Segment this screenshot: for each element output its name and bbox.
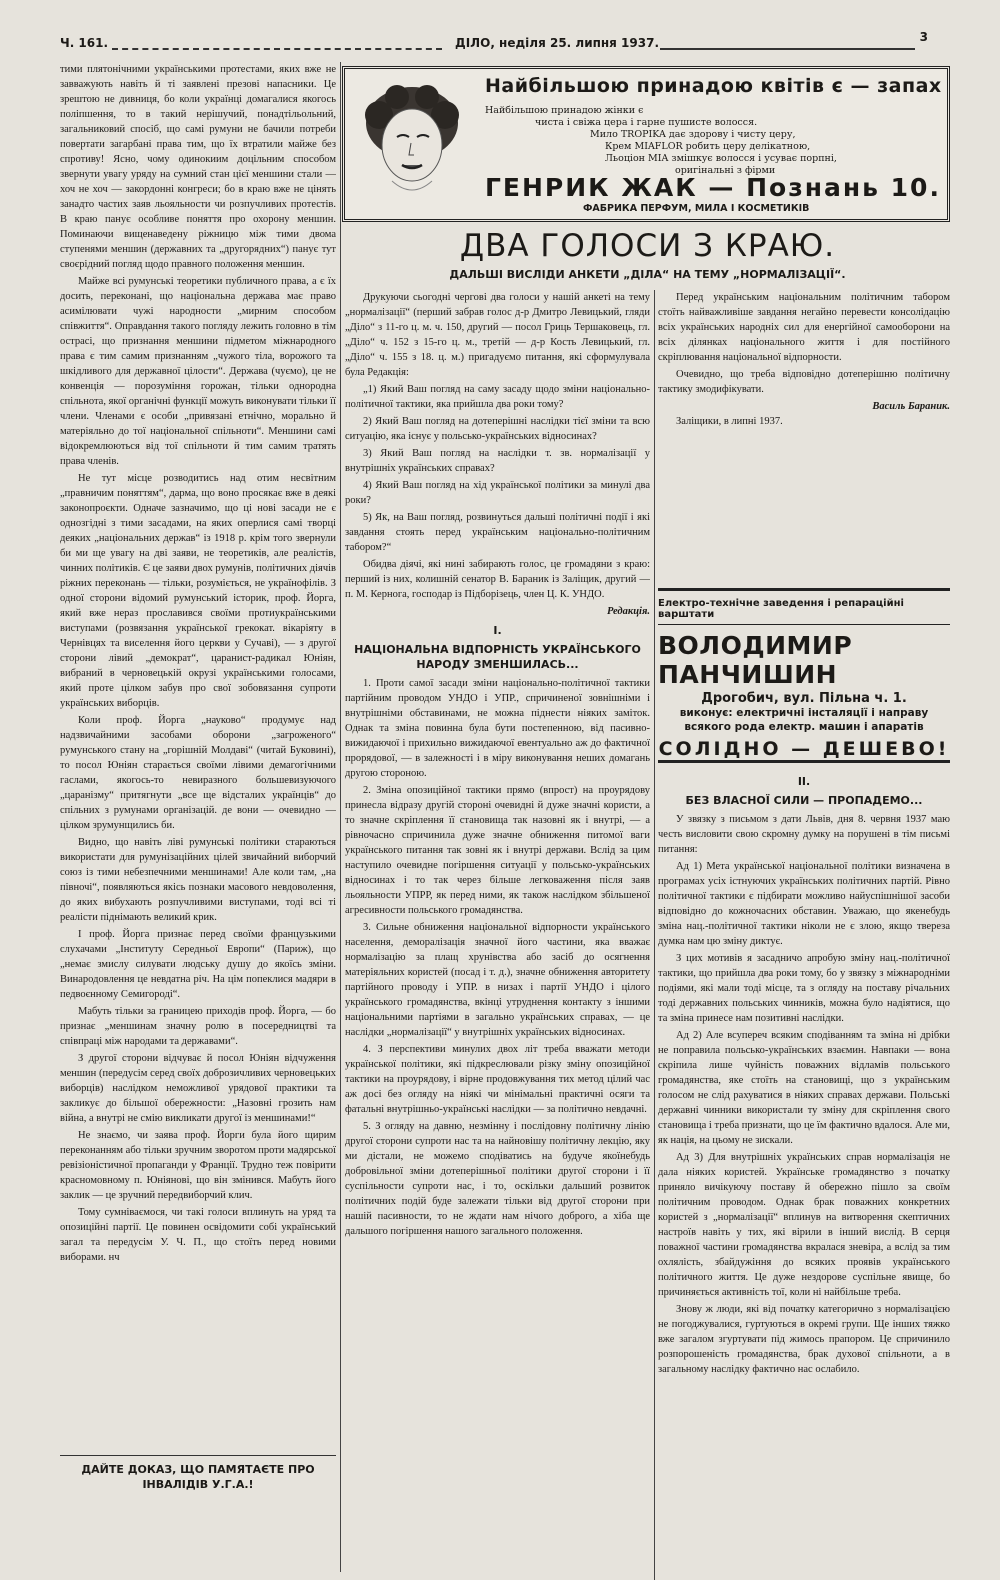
- article-paragraph: Ад 2) Але всупереч всяким сподіванням та зміна ні дрібки не поправила польсько-українських взаємин. Навпаки — вона скріпила лише чуйність поважних відламів польського громадянства, яке стоїть на становищі, що з українським голосом не слід рахуватися в ніяких справах держави. Польські державні чинники використали ту зміну для скріплення свого становища і треба признати, що це їм фактично вдалося. Але ми, як нація, на цьому не зискали.: [658, 1030, 950, 1146]
- left-paragraph: Майже всі румунські теоретики публичного права, а є їх досить, переконані, що національна держава має право асимілювати чужі народности „мирним способом співжиття“. Оправдання такого погляду лежить головно в тім острасі, що признання меншини підметом міжнародного права є тим самим признанням „чужого тіла, ворожого та шкідливого для державної цілости“. Держава (чуємо), це не конвенція — порозуміння горожан, тільки однородна спільнота, якої органічні функції можуть виконувати тільки її члени. Членами є особи „привязані етнічно, морально й матеріяльно до тої національної спільноти“. Меншини самі відокремлюються від тої спільноти й тим самим тратять права членів.: [60, 276, 336, 467]
- ad-line: Крем MIAFLOR робить церу делікатною,: [605, 141, 811, 152]
- ad-line: Льоціон MIA змішкує волосся і усуває порпні,: [605, 153, 837, 164]
- shop-address: Дрогобич, вул. Пільна ч. 1.: [701, 691, 907, 706]
- perfume-ad-headline: Найбільшою принадою квітів є — запах: [485, 75, 942, 97]
- column-divider: [340, 62, 341, 1572]
- shop-slogan: СОЛІДНО — ДЕШЕВО!: [658, 738, 950, 760]
- author-signature: Василь Бараник.: [872, 401, 950, 412]
- perfume-advertisement: [342, 66, 950, 222]
- woman-portrait-illustration: [357, 81, 467, 201]
- dateline: Заліщики, в липні 1937.: [676, 416, 783, 427]
- left-paragraph: Мабуть тільки за границею приходів проф. Йорга, — бо признає „меншинам значну ролю в посередництві та співпраці між народами та державами“.: [60, 1006, 336, 1047]
- left-paragraph: Тому сумніваємося, чи такі голоси вплинуть на уряд та опозиційні партії. Це повинен освідомити собі український загал та передусім У. Ч. П., що стоїть перед новими виборами. нч: [60, 1207, 336, 1263]
- uga-invalids-notice: ДАЙТЕ ДОКАЗ, ЩО ПАМЯТАЄТЕ ПРО ІНВАЛІДІВ У.Г.А.!: [81, 1463, 315, 1491]
- left-paragraph: З другої сторони відчуває й посол Юніян відчуження меншин (передусім серед своїх доброзичливих черновецьких виборців) наслідком неможливої урядової практики та закликує до більшої обережности: „Назовні грозить нам війна, а внутрі не смію викликати другої із меншинами!“: [60, 1053, 336, 1124]
- section-heading: БЕЗ ВЛАСНОЇ СИЛИ — ПРОПАДЕМО...: [685, 794, 923, 807]
- notice-rule: [60, 1455, 336, 1456]
- article-paragraph: Ад 1) Мета української національної політики визначена в програмах усіх істнуючих українських політичних партій. Рівно політичної тактики є підбирати можливо найуспішнішої засоби відповідно до кожночасних обставин. Уважаю, що якенебудь зміна нац.-політичної тактики ніколи не є злою, якщо тверезa думка нам цю зміну диктує.: [658, 861, 950, 947]
- ad-rule: [658, 588, 950, 591]
- section-number: I.: [493, 624, 502, 637]
- left-paragraph: Не тут місце розводитись над отим несвітним „правничим поняттям“, дарма, що воно просякає вже в деякі законопроєкти. Одначе зазначимо, що ці нові засади не є однозгідні з тими засадами, на яких оперлися самі творці деяких „національних держав“ із 1918 р. крім того звернули би ми ще увагу на дві заяви, не теоретиків, але реалістів, чинних політиків. Є це заяви двох румунів, політичних діячів ріжних переконань — тільки, розуміється, не українофілів. З одної сторони відомий румунський історик, проф. Йорга, який вже нераз прославився своїми протиукраїнськими виступами (розвязання української грекокат. вікарiяту в Чернівцях та виселення його церкви у Сучаві), — з другої сторони лівий „демократ“, царанист-радикал Юніян, вибраний в черновецькій окрузі українськими голосами, який проте цілком забув про свої зобовязання супроти українських виборців.: [60, 473, 336, 709]
- question: 5) Як, на Ваш погляд, розвинуться дальші політичні події і які завдання стоять перед українським національно-політичним табором?“: [345, 512, 650, 553]
- ad-line: оригінальні з фірми: [675, 165, 776, 176]
- shop-description: Електро-технічне заведення і репараційні варштати: [658, 598, 950, 625]
- article-paragraph: Обидва діячі, які нині забирають голос, це громадяни з краю: перший із них, колишній сенатор В. Бараник із Заліщик, другий — п. М. Кернога, господар із Підборізець, член Ц. К. УНДО.: [345, 559, 650, 600]
- article-paragraph: 2. Зміна опозиційної тактики прямо (впрост) на проурядову принесла відразу другій стороні очевидні й дуже значні користи, а то значне скріплення її становища так назовні як і внутрі, — а рівночасно спричинила дуже значне обниження питомої ваги українського питання так зовні як і внутрі держави. Вслід за цим наступило очевидне погіршення ситуації у польсько-українських відносинах і то так через більше легковаження після заяв льояльности УПРР, як перед ними, як також наслідком збільшеної агресивности польського громадянства.: [345, 785, 650, 916]
- article-paragraph: Перед українським національним політичним табором стоїть найважливіше завдання негайно перевести консолідацію всіх українських народніх сил для енергійної самооборони на всіх ділянках національного життя і для постійного скріплювання національної відпорности.: [658, 292, 950, 363]
- perfume-brand: ГЕНРИК ЖАК — Познань 10.: [485, 173, 941, 202]
- article-paragraph: Друкуючи сьогодні чергові два голоси у нашій анкеті на тему „нормалізації“ (перший забрав голос д-р Дмитро Левицький, гляди „Діло“ з 11-го ц. м. ч. 150, другий — посол Гриць Тершаковець, гл. „Діло“ ч. 152 з 15-го ц. м., третій — д-р Кость Левицький, гл. „Діло“ ч. 155 з 18. ц. м.) пригадуємо питання, які сформулувала була Редакція:: [345, 292, 650, 378]
- left-paragraph: Видно, що навіть лівi румунські політики стараються використати для румунізаційних цілей звичайний виборчий союз із тими небезпечними меншинами! Але коли там, „на півночі“, появляються якісь познаки масового невдоволення, до яких вибухають розпучливими виступами, тоді всі ті реалісти піднімають великий крик.: [60, 837, 336, 923]
- issue-number: Ч. 161.: [60, 36, 109, 50]
- right-column-section2: [658, 770, 950, 1580]
- ad-line: Мило TROPIKA дає здорову і чисту церу,: [590, 129, 796, 140]
- section-number: II.: [797, 775, 811, 788]
- left-paragraph: тими плятонічними українськими протестами, яких вже не завважують навіть й ті заявлені презові напасники. Це зрештою не дивниця, бо коли українці домагалися якогось поліпшення, то в такий нерішучий, понадтільольний, загальниковий спосіб, що самі румуни не бачили потреби повертати загарбані права тим, що їх втратили майже без спротиву! Ясно, чому одинокиим доцільним способом звернути увагу уряду на сумний стан цієї меншини стали — хоч не хоч — закордонні конгреси; бо в краю вже не цінять занадто частих заяв льояльности чи розпучливих протестів. В краю панує особливе поняття про охорону меншин. Поминаючи вищенаведену ріжницю між тими двома ступенями меншин (державних та „другорядних“) панує тут своєрідний погляд щодо правного положення меншин.: [60, 64, 336, 270]
- left-column-article: [60, 62, 336, 1452]
- column-divider: [654, 290, 655, 1580]
- electrical-shop-advertisement: [658, 598, 950, 760]
- article-paragraph: Очевидно, що треба відповідно дотеперішню політичну тактику змодифікувати.: [658, 369, 950, 395]
- question: 4) Який Ваш погляд на хід української політики за минулі два роки?: [345, 480, 650, 506]
- question: 2) Який Ваш погляд на дотеперішні наслідки тієї зміни та всю ситуацію, яка існує у польсько-українських відносинах?: [345, 416, 650, 442]
- question: „1) Який Ваш погляд на саму засаду щодо зміни національно-політичної тактики, яка прийшла два роки тому?: [345, 384, 650, 410]
- left-paragraph: Не знаємо, чи заява проф. Йорги була його щирим переконанням або тільки зручним зворотом проти мадярської ревізіоністичної пропаганди у Франції. Трудно теж повірити красномовному п. Юніяновi, що він змінився. Мабуть його заклик — це зручний передвиборчий клич.: [60, 1130, 336, 1201]
- article-paragraph: 1. Проти самої засади зміни національно-політичної тактики партійним проводом УНДО і УПР., спричиненої зовнішніми і внутрішніми обставинами, не можна піднести ніяких заміток. Однак та зміна повинна була бути постепенною, від пасивно-вижидаючої і прихильно вижидаючої евентуально аж до фактичної прорядової, — в залежності і в міру виконування неших домагань другою стороною.: [345, 678, 650, 779]
- left-paragraph: Коли проф. Йорга „науково“ продумує над надзвичайними засобами оборони „загроженого“ румунського стану на „горішній Молдаві“ (читай Буковині), то посол Юніян старається своїми лівими демагогічними гаслами, якогось-то невиразного большевизуючого „царанізму“ притягнути „все ще відсталих українців“ до спільних з румунами організацій. де вони — очевидно — цілком зрумунщились би.: [60, 715, 336, 831]
- article-paragraph: У звязку з письмом з дати Львів, дня 8. червня 1937 маю честь висловити свою скромну думку на порушені в тім письмі питання:: [658, 814, 950, 855]
- article-paragraph: Знову ж люди, які від початку категорично з нормалізацією не погоджувалися, гуртуються в окремі групи. Ще інших тяжко вже загалом згуртувати під жимось прапором. Це спричинило розпорошеність громадянства, брак духової спільноти, а в загальному наслідку фактично нас ослабило.: [658, 1304, 950, 1375]
- question: 3) Який Ваш погляд на наслідки т. зв. нормалізації у внутрішніх українських справах?: [345, 448, 650, 474]
- editorial-signature: Редакція.: [606, 606, 650, 617]
- article-paragraph: 3. Сильне обниження національної відпорности українського населення, деморалізація значної його частини, яка вважає нормалізацію за плащ хрунівства або засіб до осягнення матеріяльних користей (посад і т. д.), значне обниження авторитету партійного проводу і УПР. в низах і партії УНДО і цілого українського громадянства, вкінці утруднення контакту з іншими національними партіями в загально українських справах, — це наслідки „нормалізації“ у внутрішніх українських відносинах.: [345, 922, 650, 1038]
- left-paragraph: І проф. Йорга признає перед своїми французькими слухачами „Інституту Середньої Европи“ (Париж), що „немає змислу силувати людську душу до якоїсь зміни. Винародовлення це невдатна річ. На цім попеклися мадяри в педвоєнному Семигороді“.: [60, 929, 336, 1000]
- right-column-article: [658, 290, 950, 580]
- perfume-tagline: ФАБРИКА ПЕРФУМ, МИЛА І КОСМЕТИКІВ: [583, 203, 810, 214]
- article-paragraph: З цих мотивів я засадничо апробую зміну нац.-політичної тактики, що прийшла два роки тому, бо у звязку з міжнародніми подіями, які мали тоді місце, та з огляду на поставу річальних тоді державних польських чинників, можна було надіятися, що та зміна принесе нам позитивні наслідки.: [658, 953, 950, 1024]
- ad-rule: [658, 760, 950, 763]
- header-rule-left: [112, 48, 442, 50]
- header-rule-right: [660, 48, 915, 50]
- page-header: [60, 30, 928, 56]
- article-subtitle: ДАЛЬШІ ВИСЛІДИ АНКЕТИ „ДІЛА“ НА ТЕМУ „НОРМАЛІЗАЦІЇ“.: [449, 268, 846, 281]
- masthead: ДІЛО, неділя 25. липня 1937.: [455, 36, 660, 50]
- middle-column-article: [345, 290, 650, 1580]
- shop-owner-name: ВОЛОДИМИР ПАНЧИШИН: [658, 631, 853, 689]
- article-title: ДВА ГОЛОСИ З КРАЮ.: [459, 228, 836, 264]
- article-paragraph: 5. З огляду на давню, незмінну і послідовну політичну лінію другої сторони супроти нас та на найновішу політичну лекцію, яку ми дістали, не можемо сподіватись на будуче якоїнебудь добровільної зміни дотеперішньої політики другої сторони і її суспільности супроти нас, і то, оскільки дальший розвиток політичних подій буде залежати тільки від другої сторони при нашій пасивности, то не ждати нам нічого доброго, а хіба ще дальшого погіршення нашого загального положення.: [345, 1121, 650, 1237]
- section-heading: НАЦІОНАЛЬНА ВІДПОРНІСТЬ УКРАЇНСЬКОГО НАРОДУ ЗМЕНШИЛАСЬ...: [354, 643, 641, 671]
- ad-line: чиста і свіжа цера і гарне пушисте волосся.: [535, 117, 758, 128]
- shop-services: виконує: електричні інсталяції і направу всякого рода електр. машин і апаратів: [679, 707, 929, 733]
- article-paragraph: 4. З перспективи минулих двох літ треба вважати методи української політики, які підкреслювали різку зміну опозиційної тактики на проурядову, і вірне продовжування тих метод цілий час аж досі без огляду на ніякі чи мінімальні практичні осяги та фатальні внутрішньо-українські наслідки — за політично невдачні.: [345, 1044, 650, 1115]
- page-number: 3: [919, 30, 928, 44]
- article-paragraph: Ад 3) Для внутрішніх українських справ нормалізація не дала ніяких користей. Українське громадянство з початку приняло вичікуючу поставу й обережно пішло за своїм політичним проводом. Однак брак поважних конкретних користей з „нормалізації“ вплинув на витворення скептичних настроїв навіть у тих, які вірили в інший вислід. В серця поважної частини громадянства вкралася зневіра, а вслід за тим охлялість, збайдужіння до всяких проявів українського політичного життя. Це дуже нездорове суспільне явище, бо причиняється активність тої, коли ні найбільше треба.: [658, 1152, 950, 1298]
- ad-line: Найбільшою принадою жінки є: [485, 105, 644, 116]
